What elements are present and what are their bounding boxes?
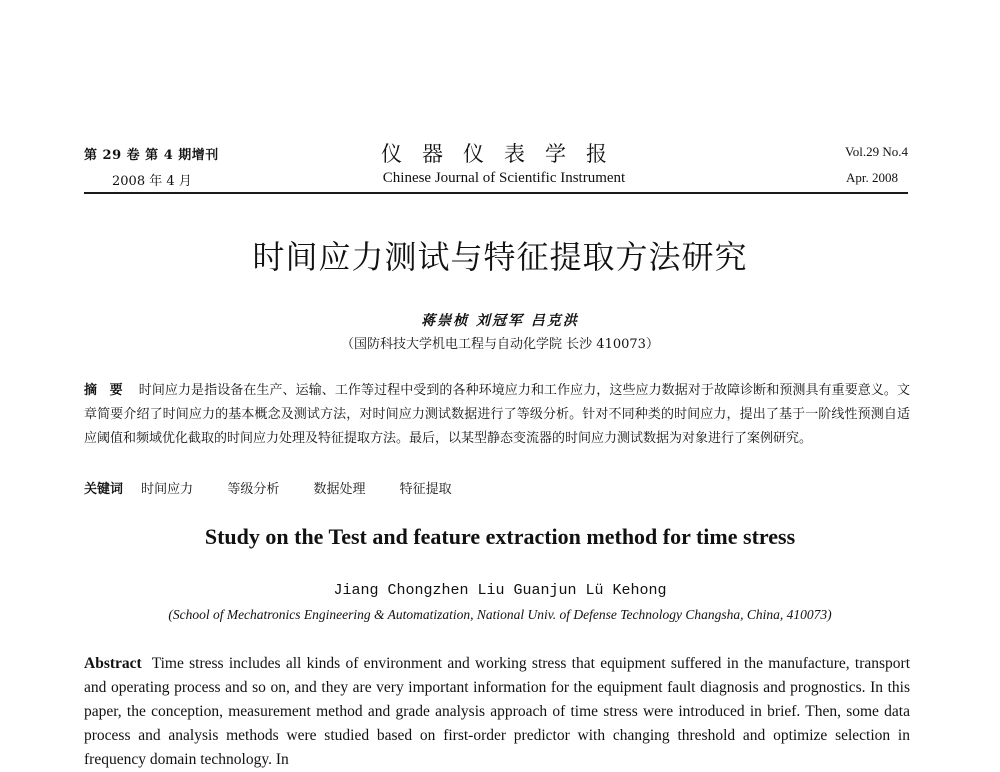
- abstract-text-cn: 时间应力是指设备在生产、运输、工作等过程中受到的各种环境应力和工作应力，这些应力数据对于故障诊断和预测具有重要意义。文章简要介绍了时间应力的基本概念及测试方法，对时间应力测试数据进行了等级分析。针对不同种类的时间应力，提出了基于一阶线性预测自适应阈值和频域优化截取的时间应力处理及特征提取方法。最后，以某型静态变流器的时间应力测试数据为对象进行了案例研究。: [84, 383, 910, 446]
- abstract-text-en: Time stress includes all kinds of environment and working stress that equipment suffered in the manufacture, transport and operating process and so on, and they are very important information for the equipment fault diagnosis and prognostics. In this paper, the conception, measurement method and grade analysis approach of time stress were introduced in brief. Then, some data process and analysis methods were studied based on first-order predictor with changing threshold and optimize selection in frequency domain technology. In: [84, 655, 910, 768]
- abstract-label-cn: 摘 要: [84, 383, 127, 398]
- authors-en: Jiang Chongzhen Liu Guanjun Lü Kehong: [333, 582, 667, 599]
- abstract-cn: [84, 379, 910, 451]
- keywords-label-cn: 关键词: [84, 482, 124, 497]
- date-en: Apr. 2008: [846, 170, 898, 185]
- keyword: 等级分析: [227, 482, 280, 497]
- paper-title-en: Study on the Test and feature extraction method for time stress: [204, 524, 796, 549]
- journal-name-en: Chinese Journal of Scientific Instrument: [382, 170, 626, 186]
- keywords-cn: [84, 478, 910, 497]
- keyword: 数据处理: [313, 482, 366, 497]
- affiliation-en: (School of Mechatronics Engineering & Automatization, National Univ. of Defense Technology Changsha, China, 410073): [168, 607, 832, 622]
- journal-header: [84, 136, 908, 194]
- journal-name-cn: 仪器仪表学报: [381, 142, 627, 166]
- keyword: 特征提取: [399, 482, 452, 497]
- paper-title-cn: 时间应力测试与特征提取方法研究: [252, 238, 748, 276]
- date-cn: 2008 年 4 月: [112, 174, 192, 189]
- affiliation-cn: （国防科技大学机电工程与自动化学院 长沙 410073）: [341, 337, 659, 352]
- keyword: 时间应力: [141, 482, 194, 497]
- authors-cn: 蒋崇桢 刘冠军 吕克洪: [421, 313, 579, 329]
- volume-en: Vol.29 No.4: [845, 144, 908, 159]
- abstract-label-en: Abstract: [84, 655, 142, 672]
- volume-issue-cn: 第 29 卷 第 4 期增刊: [84, 148, 219, 163]
- abstract-en: [84, 652, 910, 772]
